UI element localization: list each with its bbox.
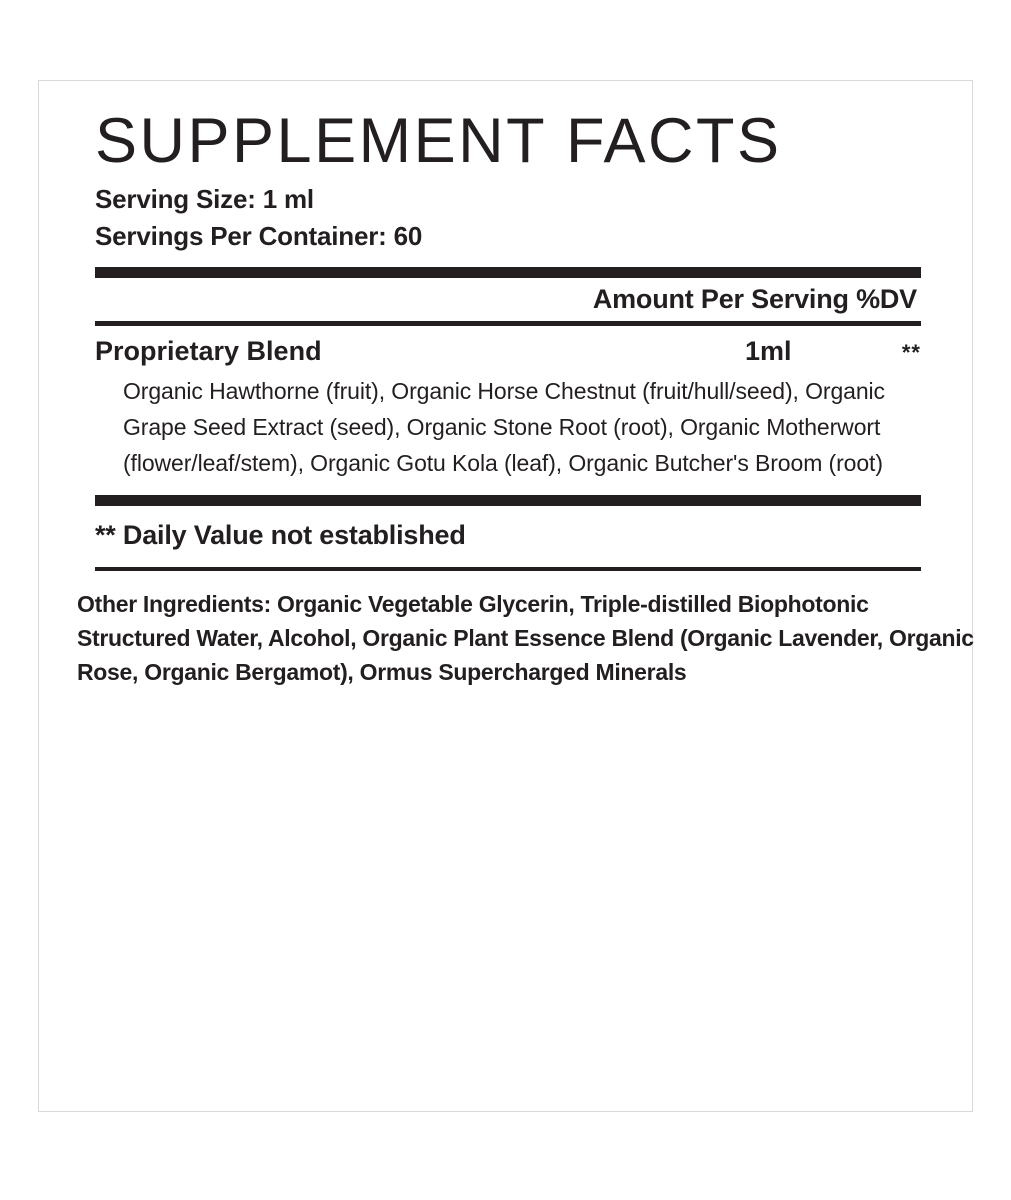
daily-value-note: ** Daily Value not established: [95, 520, 466, 550]
proprietary-blend-dv: **: [901, 340, 921, 365]
serving-size: Serving Size: 1 ml: [95, 184, 314, 214]
blend-ingredients: Organic Hawthorne (fruit), Organic Horse Chestnut (fruit/hull/seed), Organic Grape Seed Extract (seed), Organic Stone Root (root), Organic Motherwort (flower/leaf/stem), Organic Gotu Kola (leaf), Organic Butcher's Broom (root): [123, 378, 885, 476]
amount-per-serving-header: [95, 278, 921, 321]
proprietary-blend-name: Proprietary Blend: [95, 336, 322, 366]
supplement-facts-panel: [38, 80, 973, 1112]
label-content: [77, 103, 974, 689]
proprietary-blend-amount: 1ml: [745, 336, 792, 366]
divider-thick-bottom: [95, 495, 921, 506]
page-title: SUPPLEMENT FACTS: [95, 106, 782, 176]
other-ingredients: Other Ingredients: Organic Vegetable Glycerin, Triple-distilled Biophotonic Structured Water, Alcohol, Organic Plant Essence Blend (Organic Lavender, Organic Rose, Organic Bergamot), Ormus Supercharged Minerals: [77, 591, 974, 685]
proprietary-blend-row: [95, 326, 921, 373]
amount-per-serving-label: Amount Per Serving %DV: [592, 284, 917, 314]
divider-thick-top: [95, 267, 921, 278]
servings-per-container: Servings Per Container: 60: [95, 221, 423, 251]
